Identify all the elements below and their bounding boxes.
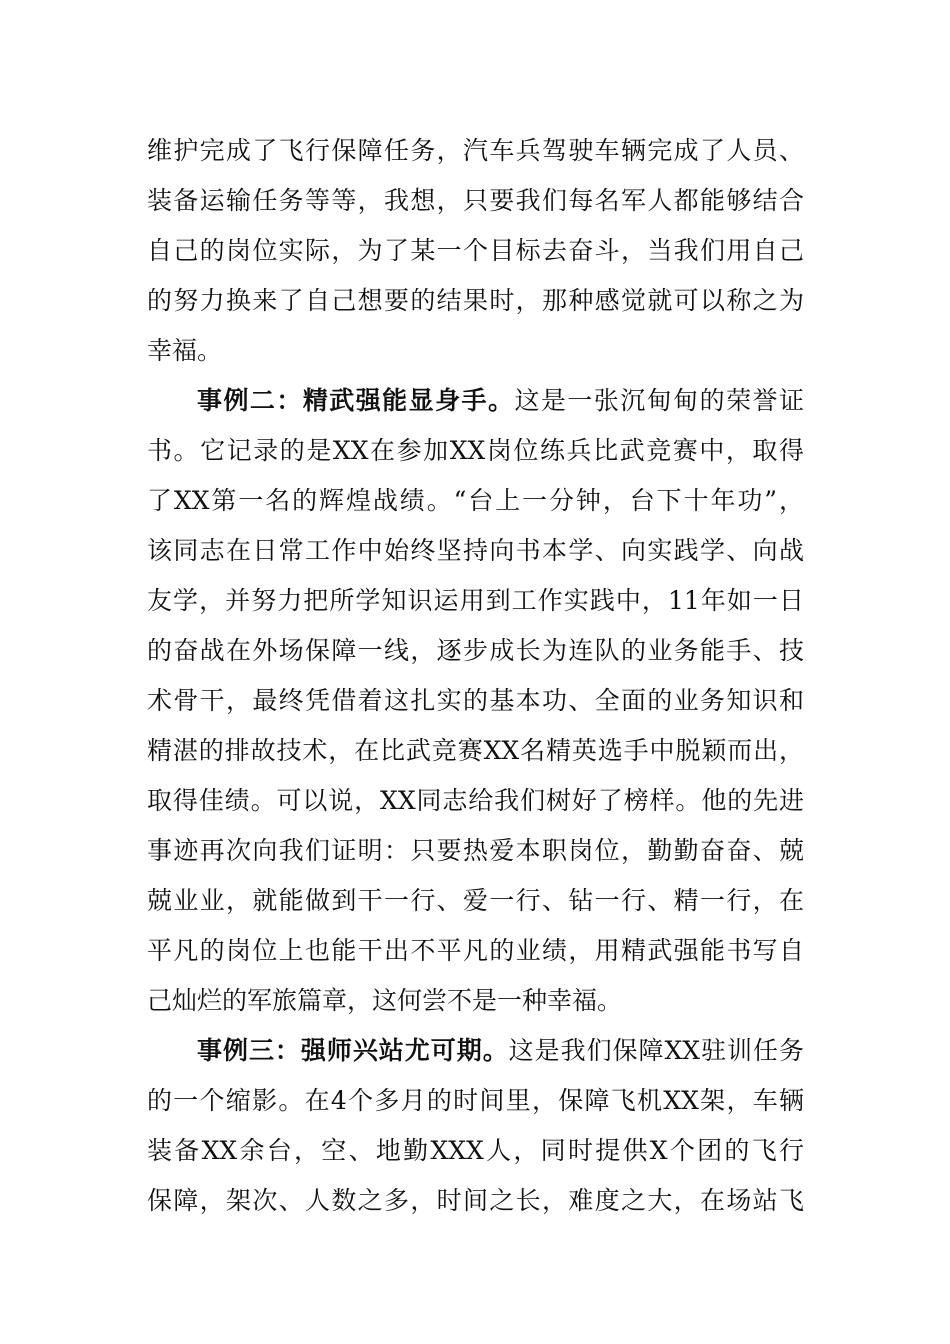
text-run: 这是一张沉甸甸的荣誉证 [514, 386, 804, 415]
text-line: 书。它记录的是XX在参加XX岗位练兵比武竞赛中，取得 [147, 436, 804, 465]
text-line: 保障，架次、人数之多，时间之长，难度之大，在场站飞 [147, 1186, 804, 1215]
paragraph-3 [147, 1026, 804, 1226]
example-heading: 事例二：精武强能显身手。 [197, 386, 515, 415]
text-line: 自己的岗位实际，为了某一个目标去奋斗，当我们用自己 [147, 236, 804, 265]
text-line: 术骨干，最终凭借着这扎实的基本功、全面的业务知识和 [147, 686, 804, 715]
text-line: 兢业业，就能做到干一行、爱一行、钻一行、精一行，在 [147, 886, 804, 915]
paragraph-first-line [147, 1026, 804, 1076]
text-run: 这是我们保障XX驻训任务 [508, 1036, 804, 1065]
text-line: 取得佳绩。可以说，XX同志给我们树好了榜样。他的先进 [147, 786, 804, 815]
text-line: 装备XX余台，空、地勤XXX人，同时提供X个团的飞行 [147, 1136, 804, 1165]
paragraph-1 [147, 126, 804, 376]
text-line: 装备运输任务等等，我想，只要我们每名军人都能够结合 [147, 186, 804, 215]
text-line: 的一个缩影。在4个多月的时间里，保障飞机XX架，车辆 [147, 1086, 804, 1115]
paragraph-2 [147, 376, 804, 1026]
text-line: 友学，并努力把所学知识运用到工作实践中，11年如一日 [147, 586, 804, 615]
paragraph-first-line [147, 376, 804, 426]
text-line: 精湛的排故技术，在比武竞赛XX名精英选手中脱颖而出， [147, 736, 804, 765]
document-page [147, 126, 804, 1226]
text-line: 幸福。 [147, 336, 223, 365]
example-heading: 事例三：强师兴站尤可期。 [197, 1036, 509, 1065]
text-line: 事迹再次向我们证明：只要热爱本职岗位，勤勤奋奋、兢 [147, 836, 804, 865]
text-line: 了XX第一名的辉煌战绩。“台上一分钟，台下十年功”， [147, 486, 804, 515]
text-line: 的努力换来了自己想要的结果时，那种感觉就可以称之为 [147, 286, 804, 315]
text-line: 平凡的岗位上也能干出不平凡的业绩，用精武强能书写自 [147, 936, 804, 965]
text-line: 该同志在日常工作中始终坚持向书本学、向实践学、向战 [147, 536, 804, 565]
text-line: 的奋战在外场保障一线，逐步成长为连队的业务能手、技 [147, 636, 804, 665]
text-line: 维护完成了飞行保障任务，汽车兵驾驶车辆完成了人员、 [147, 136, 804, 165]
text-line: 己灿烂的军旅篇章，这何尝不是一种幸福。 [147, 986, 623, 1015]
